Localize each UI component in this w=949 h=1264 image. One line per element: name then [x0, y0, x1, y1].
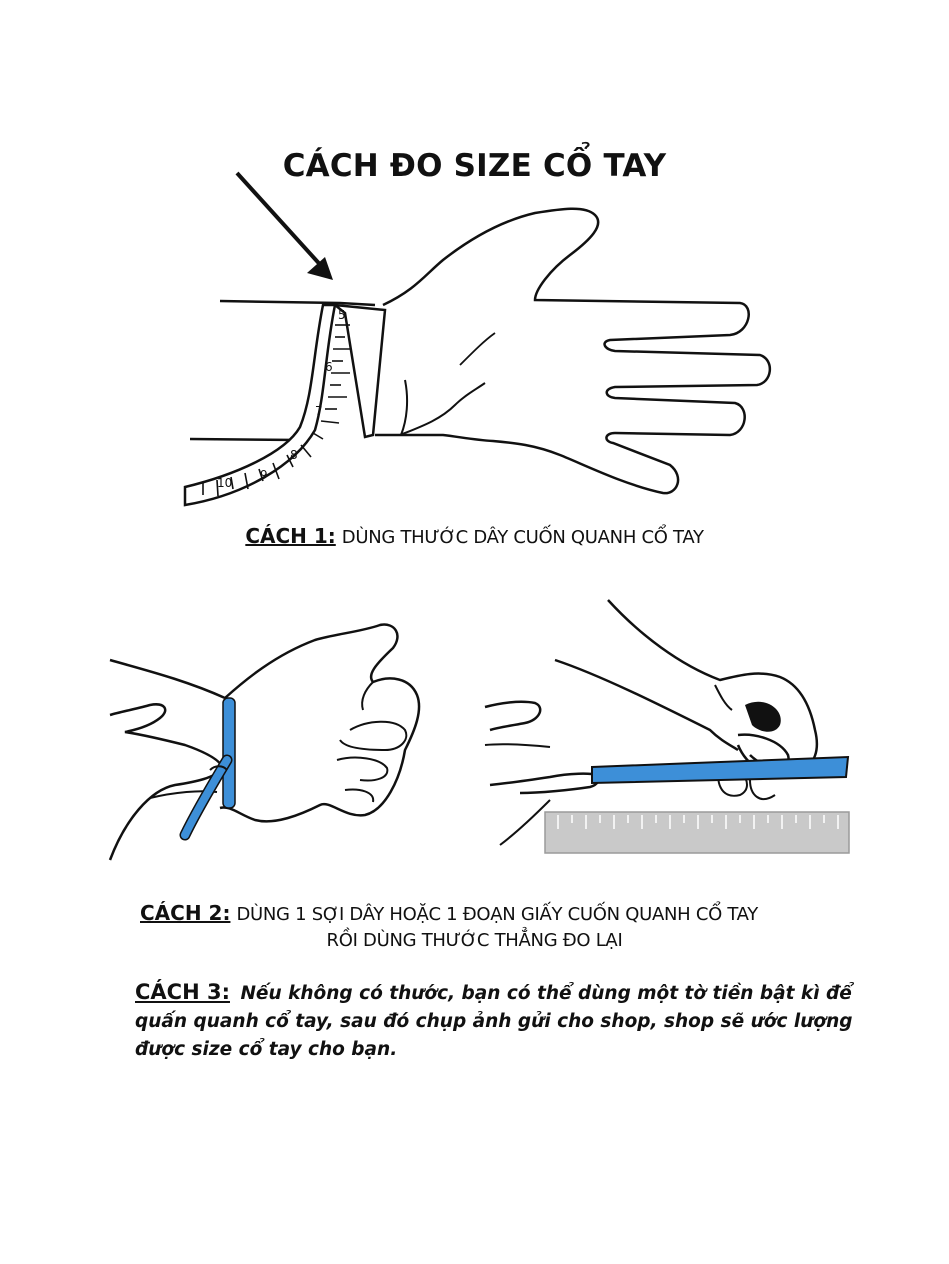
method-3-label: CÁCH 3: — [135, 980, 230, 1004]
method-2-label: CÁCH 2: — [140, 901, 231, 925]
method-1-label: CÁCH 1: — [245, 524, 336, 548]
arrow-icon — [237, 173, 325, 270]
tape-number: 8 — [290, 448, 298, 462]
tape-number: 9 — [260, 468, 268, 482]
tape-number: 7 — [315, 404, 323, 418]
method-2-line1: DÙNG 1 SỢI DÂY HOẶC 1 ĐOẠN GIẤY CUỐN QUANH CỔ TAY — [236, 904, 758, 925]
method-3-paragraph — [135, 978, 865, 1064]
method-1-text: DÙNG THƯỚC DÂY CUỐN QUANH CỔ TAY — [341, 527, 704, 548]
tape-number: 10 — [217, 476, 233, 490]
tape-number: 6 — [325, 360, 333, 374]
method-2-line2: RỒI DÙNG THƯỚC THẲNG ĐO LẠI — [326, 930, 623, 951]
method-2-caption — [140, 901, 758, 925]
page-title: CÁCH ĐO SIZE CỔ TAY — [282, 148, 667, 184]
tape-number: 5 — [338, 308, 346, 322]
string-wrist-illustration — [105, 620, 430, 875]
method-3-text: Nếu không có thước, bạn có thể dùng một tờ tiền bật kì để quấn quanh cổ tay, sau đó chụp ảnh gửi cho shop, shop sẽ ước lượng được size cổ tay cho bạn. — [135, 983, 853, 1060]
ruler-measure-illustration — [480, 595, 860, 860]
tape-measure-hand-illustration — [175, 165, 785, 515]
method-1-caption — [0, 524, 949, 548]
